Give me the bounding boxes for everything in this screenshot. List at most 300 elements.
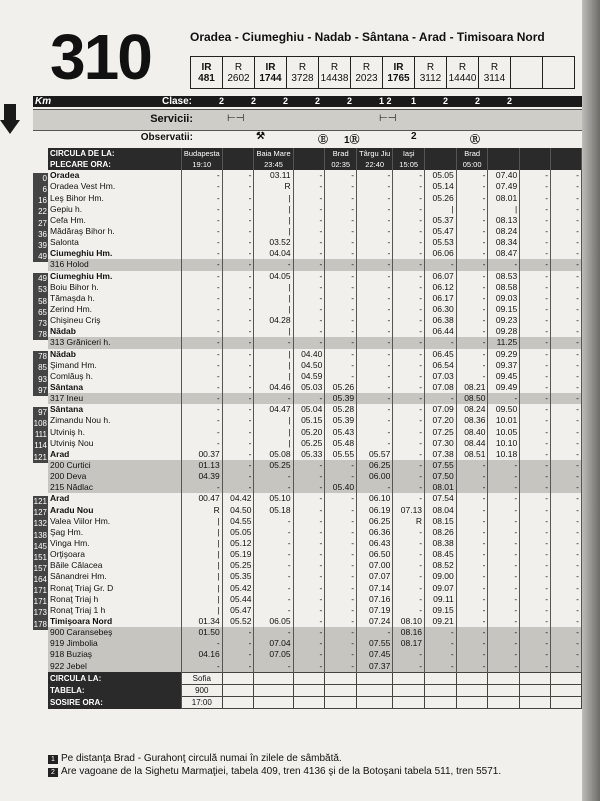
observation-mark: Ⓡ [470, 135, 480, 146]
time-cell: - [325, 505, 357, 516]
km-value: 27 [33, 218, 48, 229]
time-cell: - [393, 193, 425, 204]
time-cell: - [222, 449, 254, 460]
time-cell: - [488, 571, 520, 582]
time-cell: - [222, 282, 254, 293]
km-value [33, 396, 48, 407]
time-cell: 900 [181, 684, 222, 696]
time-cell: | [181, 560, 222, 571]
time-cell: - [456, 215, 488, 226]
time-cell [325, 696, 357, 708]
time-cell: - [393, 404, 425, 415]
time-cell: 07.05 [254, 649, 293, 660]
time-cell: - [293, 538, 325, 549]
time-cell: 05.55 [325, 449, 357, 460]
time-cell: - [393, 482, 425, 493]
time-cell: 00.37 [181, 449, 222, 460]
station-row [48, 549, 582, 560]
time-cell: - [222, 293, 254, 304]
time-cell: - [520, 527, 551, 538]
train-number: 3114 [483, 72, 506, 84]
time-cell [254, 696, 293, 708]
time-cell: - [222, 371, 254, 382]
time-cell: - [551, 193, 582, 204]
km-value: 78 [33, 351, 48, 362]
time-cell: 07.40 [488, 170, 520, 181]
time-cell: - [393, 371, 425, 382]
time-cell: | [181, 549, 222, 560]
time-cell: - [551, 259, 582, 270]
station-name: Băile Călacea [48, 560, 181, 571]
time-cell: 08.50 [456, 393, 488, 404]
time-cell: Brad [456, 148, 488, 159]
time-cell: - [551, 271, 582, 282]
station-name: PLECARE ORA: [48, 159, 181, 170]
time-cell: 01.13 [181, 460, 222, 471]
station-name: CIRCULA DE LA: [48, 148, 181, 159]
time-cell: - [181, 237, 222, 248]
connection-row [48, 259, 582, 270]
time-cell: - [325, 582, 357, 593]
train-category: R [234, 61, 243, 73]
station-name: 918 Buziaş [48, 649, 181, 660]
time-cell: 07.09 [425, 404, 457, 415]
time-cell: - [488, 660, 520, 672]
time-cell [357, 672, 393, 684]
time-cell [520, 696, 551, 708]
time-cell: - [520, 427, 551, 438]
time-cell: - [551, 237, 582, 248]
time-cell: - [488, 605, 520, 616]
time-cell: - [393, 594, 425, 605]
time-cell: 09.28 [488, 326, 520, 337]
time-cell: - [456, 237, 488, 248]
time-cell: 05.26 [425, 193, 457, 204]
time-cell [293, 672, 325, 684]
time-cell: - [393, 649, 425, 660]
time-cell: - [293, 170, 325, 181]
station-row [48, 181, 582, 192]
time-cell: - [325, 360, 357, 371]
time-cell: - [520, 638, 551, 649]
time-cell: - [551, 571, 582, 582]
km-value: 85 [33, 362, 48, 373]
time-cell [456, 672, 488, 684]
time-cell: | [254, 282, 293, 293]
time-cell: - [456, 660, 488, 672]
time-cell: - [293, 271, 325, 282]
time-cell: - [551, 471, 582, 482]
time-cell: | [181, 516, 222, 527]
connection-row [48, 482, 582, 493]
time-cell: - [520, 516, 551, 527]
time-cell: - [254, 516, 293, 527]
time-cell: - [520, 326, 551, 337]
time-cell [357, 684, 393, 696]
time-cell: - [181, 638, 222, 649]
time-cell: 08.04 [425, 505, 457, 516]
time-cell: - [488, 616, 520, 627]
km-value: 111 [34, 430, 47, 440]
time-cell [325, 672, 357, 684]
sleeper-icon: ⊢⊣ [227, 113, 245, 124]
km-value [33, 262, 48, 273]
time-cell: - [222, 170, 254, 181]
time-cell: - [325, 226, 357, 237]
time-cell: - [551, 482, 582, 493]
time-cell: 05.39 [325, 415, 357, 426]
time-cell: - [456, 204, 488, 215]
time-cell: 05.40 [325, 482, 357, 493]
time-cell: 05.08 [254, 449, 293, 460]
time-cell: - [325, 616, 357, 627]
station-name: Oradea Vest Hm. [48, 181, 181, 192]
time-cell: - [254, 627, 293, 638]
time-cell: | [254, 204, 293, 215]
train-number: 14440 [448, 72, 477, 84]
km-value: 171 [33, 586, 47, 596]
time-cell: - [293, 304, 325, 315]
time-cell [222, 148, 254, 159]
time-cell: 05.43 [325, 427, 357, 438]
time-cell: - [325, 471, 357, 482]
station-name: CIRCULA LA: [48, 672, 181, 684]
station-row [48, 349, 582, 360]
time-cell: - [393, 460, 425, 471]
station-row [48, 226, 582, 237]
time-cell [357, 696, 393, 708]
station-name: Gepiu h. [48, 204, 181, 215]
time-cell: - [520, 371, 551, 382]
km-value: 58 [33, 296, 48, 307]
time-cell: - [551, 360, 582, 371]
time-cell: - [325, 538, 357, 549]
time-cell: 09.45 [488, 371, 520, 382]
km-value: 164 [33, 575, 47, 585]
time-cell: - [222, 259, 254, 270]
time-cell: - [293, 594, 325, 605]
time-cell: - [222, 304, 254, 315]
time-cell: - [357, 326, 393, 337]
time-cell: - [325, 337, 357, 348]
station-row [48, 616, 582, 627]
time-cell: - [393, 382, 425, 393]
time-cell: - [222, 460, 254, 471]
station-name: Sântana [48, 382, 181, 393]
time-cell: - [325, 315, 357, 326]
time-cell: 08.10 [393, 616, 425, 627]
time-cell: - [488, 560, 520, 571]
time-cell: | [488, 204, 520, 215]
km-value: 49 [33, 273, 48, 284]
time-cell: 05.12 [222, 538, 254, 549]
time-cell [254, 672, 293, 684]
arrival-row [48, 696, 582, 708]
time-cell: 01.34 [181, 616, 222, 627]
time-cell: - [456, 627, 488, 638]
station-name: Salonta [48, 237, 181, 248]
time-cell: 09.03 [488, 293, 520, 304]
station-row [48, 215, 582, 226]
time-cell: - [393, 360, 425, 371]
station-name: Chişineu Criş [48, 315, 181, 326]
station-row [48, 193, 582, 204]
time-cell: - [456, 482, 488, 493]
time-cell [293, 684, 325, 696]
time-cell: 08.15 [425, 516, 457, 527]
time-cell [393, 696, 425, 708]
time-cell: 02:35 [325, 159, 357, 170]
time-cell: - [393, 315, 425, 326]
time-cell: - [293, 571, 325, 582]
time-cell: - [456, 505, 488, 516]
time-cell: - [357, 226, 393, 237]
station-row [48, 427, 582, 438]
km-value [33, 630, 48, 641]
footnote [48, 752, 501, 765]
time-cell: - [293, 215, 325, 226]
time-cell: - [425, 393, 457, 404]
time-cell: - [325, 193, 357, 204]
time-cell: 05.25 [293, 438, 325, 449]
time-cell: - [357, 248, 393, 259]
time-cell: - [181, 271, 222, 282]
time-cell: - [357, 204, 393, 215]
time-cell: 06.12 [425, 282, 457, 293]
station-row [48, 304, 582, 315]
time-cell: - [222, 215, 254, 226]
time-cell: - [520, 605, 551, 616]
station-name: Sântana [48, 404, 181, 415]
time-cell: 05.05 [425, 170, 457, 181]
time-cell: - [181, 427, 222, 438]
time-cell: | [254, 360, 293, 371]
time-cell: 09.07 [425, 582, 457, 593]
station-row [48, 204, 582, 215]
km-value: 132 [33, 519, 47, 529]
station-name: Utviniş Nou [48, 438, 181, 449]
time-cell: - [293, 237, 325, 248]
time-cell: 06.00 [357, 471, 393, 482]
time-cell: - [393, 605, 425, 616]
station-name: Ciumeghiu Hm. [48, 248, 181, 259]
class-value: 2 [315, 96, 321, 106]
station-row [48, 326, 582, 337]
time-cell: - [393, 326, 425, 337]
time-cell: - [325, 204, 357, 215]
time-cell: Baia Mare [254, 148, 293, 159]
time-cell: 07.08 [425, 382, 457, 393]
station-row [48, 605, 582, 616]
time-cell: - [293, 560, 325, 571]
time-cell: - [254, 549, 293, 560]
time-cell: 08.45 [425, 549, 457, 560]
time-cell: - [222, 471, 254, 482]
station-row [48, 271, 582, 282]
time-cell: - [293, 616, 325, 627]
time-cell: - [222, 326, 254, 337]
time-cell: - [393, 170, 425, 181]
time-cell: 10.18 [488, 449, 520, 460]
train-header-cell [543, 57, 575, 89]
time-cell [456, 696, 488, 708]
time-cell: 06.44 [425, 326, 457, 337]
time-cell: - [222, 627, 254, 638]
time-cell: - [456, 259, 488, 270]
time-cell: - [456, 371, 488, 382]
time-cell: - [222, 360, 254, 371]
time-cell: - [551, 527, 582, 538]
class-value: 2 [347, 96, 353, 106]
time-cell: - [520, 382, 551, 393]
km-column [33, 173, 48, 674]
time-cell [293, 159, 325, 170]
time-cell: - [357, 627, 393, 638]
time-cell: | [254, 193, 293, 204]
time-cell [325, 684, 357, 696]
time-cell: 05.26 [325, 382, 357, 393]
station-row [48, 415, 582, 426]
train-number: 3112 [419, 72, 442, 84]
km-value [33, 340, 48, 351]
time-cell: - [357, 337, 393, 348]
observation-mark: 2 [411, 131, 417, 142]
station-name: SOSIRE ORA: [48, 696, 181, 708]
time-cell: 08.36 [456, 415, 488, 426]
time-cell: - [393, 449, 425, 460]
train-number: 2023 [355, 72, 378, 84]
station-row [48, 371, 582, 382]
time-cell: - [393, 571, 425, 582]
time-cell: - [325, 271, 357, 282]
time-cell: - [520, 471, 551, 482]
time-cell: | [181, 571, 222, 582]
time-cell: 05.44 [222, 594, 254, 605]
class-value: 1 2 [379, 96, 392, 106]
time-cell: R [181, 505, 222, 516]
time-cell: 07.30 [425, 438, 457, 449]
time-cell: - [293, 516, 325, 527]
station-name: Cefa Hm. [48, 215, 181, 226]
time-cell: - [222, 482, 254, 493]
km-value: 138 [33, 530, 47, 540]
time-cell: - [325, 293, 357, 304]
time-cell: 06.45 [425, 349, 457, 360]
time-cell: - [222, 271, 254, 282]
time-cell: - [456, 315, 488, 326]
time-cell: - [520, 460, 551, 471]
time-cell: - [520, 315, 551, 326]
time-cell: - [551, 226, 582, 237]
origin-row [48, 148, 582, 159]
time-cell: - [181, 371, 222, 382]
time-cell: - [181, 393, 222, 404]
time-cell: 09.11 [425, 594, 457, 605]
time-cell: - [425, 627, 457, 638]
time-cell: 08.17 [393, 638, 425, 649]
station-name: Zimandu Nou h. [48, 415, 181, 426]
station-name: 200 Deva [48, 471, 181, 482]
time-cell: 05.47 [222, 605, 254, 616]
time-cell: - [357, 259, 393, 270]
time-cell: - [488, 482, 520, 493]
time-cell: - [293, 582, 325, 593]
time-cell: 07.49 [488, 181, 520, 192]
station-name: Sânandrei Hm. [48, 571, 181, 582]
time-cell: - [520, 660, 551, 672]
time-cell: 07.04 [254, 638, 293, 649]
time-cell: 08.40 [456, 427, 488, 438]
time-cell: - [181, 438, 222, 449]
time-cell: 06.25 [357, 460, 393, 471]
time-cell: - [293, 259, 325, 270]
time-cell: - [325, 660, 357, 672]
time-cell: - [222, 649, 254, 660]
km-value: 0 [33, 173, 48, 184]
station-name: Nădab [48, 326, 181, 337]
time-cell: 04.55 [222, 516, 254, 527]
footnote [48, 765, 501, 778]
time-cell: - [181, 248, 222, 259]
time-cell: 09.00 [425, 571, 457, 582]
time-cell: | [181, 594, 222, 605]
time-cell: 05.19 [222, 549, 254, 560]
time-cell: - [456, 304, 488, 315]
time-cell: - [325, 627, 357, 638]
time-cell: 05.33 [293, 449, 325, 460]
time-cell [551, 159, 582, 170]
station-row [48, 404, 582, 415]
train-number: 2602 [227, 72, 250, 84]
time-cell: - [393, 560, 425, 571]
station-name: Orţişoara [48, 549, 181, 560]
time-cell: - [520, 616, 551, 627]
train-category: R [298, 61, 307, 73]
time-cell: - [520, 204, 551, 215]
time-cell: R [254, 181, 293, 192]
time-cell: - [551, 627, 582, 638]
time-cell: 07.07 [357, 571, 393, 582]
time-cell: 17:00 [181, 696, 222, 708]
time-cell: 08.38 [425, 538, 457, 549]
time-cell: - [254, 660, 293, 672]
time-cell: 06.38 [425, 315, 457, 326]
km-value [33, 641, 48, 652]
time-cell: - [456, 538, 488, 549]
station-row [48, 248, 582, 259]
time-cell: - [393, 259, 425, 270]
down-arrow-icon [0, 104, 20, 134]
time-cell: - [456, 460, 488, 471]
time-cell: - [551, 449, 582, 460]
station-row [48, 170, 582, 181]
km-value: 93 [33, 374, 48, 385]
time-cell: 09.37 [488, 360, 520, 371]
time-cell: - [357, 304, 393, 315]
time-cell: - [254, 471, 293, 482]
time-cell: - [551, 616, 582, 627]
train-header-cell [479, 57, 511, 89]
station-name: TABELA: [48, 684, 181, 696]
station-name: Timişoara Nord [48, 616, 181, 627]
observation-mark: 1Ⓡ [344, 135, 360, 146]
km-value: 73 [33, 318, 48, 329]
time-cell: - [551, 282, 582, 293]
time-cell: 04.50 [293, 360, 325, 371]
time-cell: - [393, 427, 425, 438]
time-cell: 05.42 [222, 582, 254, 593]
time-cell: - [393, 181, 425, 192]
